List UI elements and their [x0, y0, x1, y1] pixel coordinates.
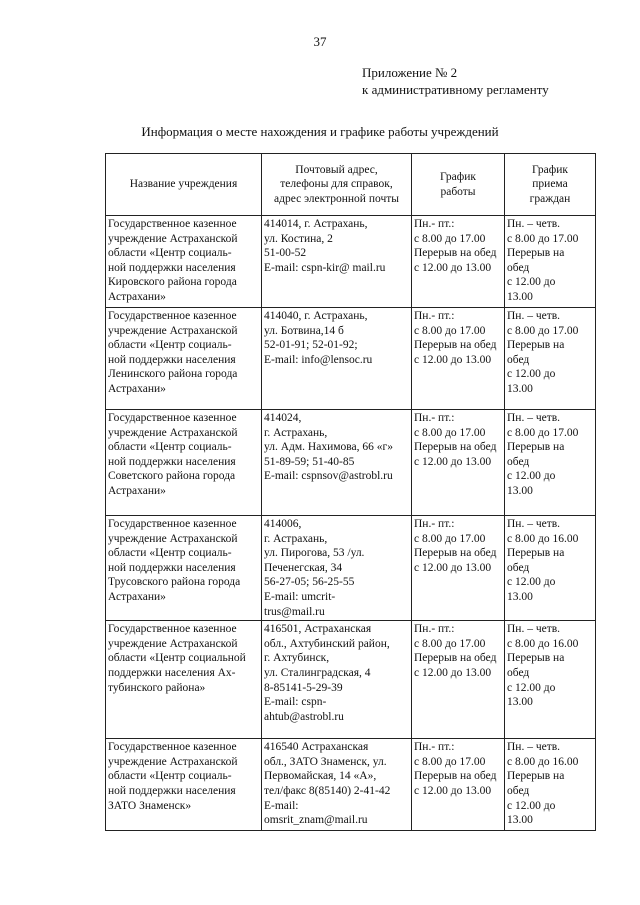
cell-line: 13.00 — [507, 590, 533, 603]
cell-line: Перерыв на обед — [414, 652, 497, 665]
cell-line: E-mail: umcrit- — [264, 590, 336, 603]
cell-line: Государственное казенное — [108, 623, 237, 636]
cell-line: Перерыв на обед — [414, 547, 497, 560]
cell-line: Перерыв на обед — [414, 441, 497, 454]
cell-line: 8-85141-5-29-39 — [264, 681, 343, 694]
cell-line: E-mail: info@lensoc.ru — [264, 353, 373, 366]
cell-line: с 12.00 до — [507, 470, 556, 483]
cell-line: области «Центр социаль- — [108, 441, 232, 454]
reception-schedule-cell — [505, 216, 596, 308]
cell-line: Астрахани» — [108, 590, 166, 603]
address-cell — [262, 621, 412, 739]
cell-line: 416540 Астраханская — [264, 741, 369, 754]
cell-line: учреждение Астраханской — [108, 324, 238, 337]
cell-line: с 12.00 до 13.00 — [414, 561, 492, 574]
cell-line: с 8.00 до 17.00 — [414, 426, 486, 439]
header-line: Почтовый адрес, — [295, 163, 378, 176]
cell-line: Государственное казенное — [108, 518, 237, 530]
cell-line: обл., Ахтубинский район, — [264, 637, 390, 650]
cell-line: 414014, г. Астрахань, — [264, 218, 368, 230]
cell-line: ahtub@astrobl.ru — [264, 710, 344, 723]
address-cell — [262, 308, 412, 410]
cell-line: обл., ЗАТО Знаменск, ул. — [264, 755, 387, 768]
cell-line: E-mail: cspn-kir@ mail.ru — [264, 261, 386, 274]
header-line: приема — [532, 178, 568, 191]
cell-line: обед — [507, 353, 530, 366]
cell-line: Перерыв на обед — [414, 770, 497, 783]
table-row — [106, 308, 596, 410]
cell-line: ной поддержки населения — [108, 353, 236, 366]
cell-line: с 12.00 до — [507, 799, 556, 812]
cell-line: с 8.00 до 17.00 — [414, 532, 486, 545]
cell-line: 56-27-05; 56-25-55 — [264, 576, 355, 589]
table-row — [106, 410, 596, 516]
work-schedule-cell — [412, 410, 505, 516]
name-cell — [106, 308, 262, 410]
cell-line: области «Центр социаль- — [108, 247, 232, 260]
cell-line: Перерыв на — [507, 441, 565, 454]
cell-line: обед — [507, 455, 530, 468]
cell-line: Перерыв на — [507, 547, 565, 560]
cell-line: учреждение Астраханской — [108, 426, 238, 439]
cell-line: Перерыв на — [507, 339, 565, 352]
cell-line: Астрахани» — [108, 484, 166, 497]
cell-line: Пн. – четв. — [507, 741, 561, 754]
cell-line: ЗАТО Знаменск» — [108, 799, 192, 812]
cell-line: с 12.00 до 13.00 — [414, 666, 492, 679]
cell-line: с 12.00 до 13.00 — [414, 784, 492, 797]
table-row — [106, 739, 596, 831]
cell-line: Пн.- пт.: — [414, 218, 455, 230]
cell-line: с 8.00 до 17.00 — [507, 426, 579, 439]
header-name — [106, 154, 262, 216]
cell-line: с 8.00 до 17.00 — [507, 232, 579, 245]
cell-line: Перерыв на — [507, 770, 565, 783]
header-line: адрес электронной почты — [274, 192, 399, 205]
cell-line: с 12.00 до — [507, 576, 556, 589]
cell-line: Астрахани» — [108, 382, 166, 395]
address-cell — [262, 739, 412, 831]
cell-line: Кировского района города — [108, 276, 237, 289]
cell-line: 414040, г. Астрахань, — [264, 310, 368, 322]
work-schedule-cell — [412, 739, 505, 831]
cell-line: Трусовского района города — [108, 576, 241, 589]
cell-line: тубинского района» — [108, 681, 206, 694]
cell-line: E-mail: cspnsov@astrobl.ru — [264, 470, 393, 483]
cell-line: Перерыв на обед — [414, 247, 497, 260]
header-line: График — [440, 170, 476, 183]
address-cell — [262, 410, 412, 516]
appendix-heading — [362, 64, 549, 98]
cell-line: trus@mail.ru — [264, 605, 325, 618]
cell-line: ной поддержки населения — [108, 561, 236, 574]
header-reception-schedule — [505, 154, 596, 216]
cell-line: Печенегская, 34 — [264, 561, 343, 574]
cell-line: E-mail: cspn- — [264, 696, 327, 709]
reception-schedule-cell — [505, 410, 596, 516]
cell-line: Государственное казенное — [108, 412, 237, 424]
cell-line: поддержки населения Ах- — [108, 666, 236, 679]
table-row — [106, 216, 596, 308]
cell-line: учреждение Астраханской — [108, 755, 238, 768]
table-row — [106, 621, 596, 739]
cell-line: с 8.00 до 17.00 — [414, 755, 486, 768]
cell-line: учреждение Астраханской — [108, 637, 238, 650]
work-schedule-cell — [412, 516, 505, 621]
header-line: телефоны для справок, — [280, 178, 393, 191]
cell-line: 416501, Астраханская — [264, 623, 372, 636]
cell-line: Пн.- пт.: — [414, 518, 455, 530]
cell-line: Пн.- пт.: — [414, 741, 455, 754]
cell-line: с 8.00 до 16.00 — [507, 755, 579, 768]
cell-line: с 12.00 до — [507, 276, 556, 289]
reception-schedule-cell — [505, 739, 596, 831]
cell-line: Пн. – четв. — [507, 218, 561, 230]
cell-line: Государственное казенное — [108, 310, 237, 322]
cell-line: с 12.00 до 13.00 — [414, 261, 492, 274]
cell-line: г. Астрахань, — [264, 426, 328, 439]
cell-line: обед — [507, 561, 530, 574]
cell-line: с 12.00 до 13.00 — [414, 455, 492, 468]
header-line: граждан — [529, 192, 571, 205]
cell-line: области «Центр социальной — [108, 652, 246, 665]
name-cell — [106, 216, 262, 308]
cell-line: Перерыв на обед — [414, 339, 497, 352]
cell-line: 13.00 — [507, 484, 533, 497]
cell-line: Перерыв на — [507, 247, 565, 260]
cell-line: Первомайская, 14 «А», — [264, 770, 377, 783]
cell-line: Перерыв на — [507, 652, 565, 665]
header-line: Название учреждения — [129, 178, 238, 191]
table-header-row — [106, 154, 596, 216]
cell-line: Советского района города — [108, 470, 236, 483]
appendix-line-2: к административному регламенту — [362, 82, 549, 97]
cell-line: 51-00-52 — [264, 247, 307, 260]
cell-line: с 12.00 до 13.00 — [414, 353, 492, 366]
cell-line: ул. Адм. Нахимова, 66 «г» — [264, 441, 393, 454]
cell-line: Пн. – четв. — [507, 412, 561, 424]
cell-line: 414006, — [264, 518, 302, 530]
cell-line: Ленинского района города — [108, 368, 238, 381]
cell-line: г. Ахтубинск, — [264, 652, 330, 665]
reception-schedule-cell — [505, 308, 596, 410]
header-work-schedule — [412, 154, 505, 216]
cell-line: учреждение Астраханской — [108, 532, 238, 545]
cell-line: Государственное казенное — [108, 218, 237, 230]
cell-line: Пн. – четв. — [507, 623, 561, 636]
cell-line: E-mail: — [264, 799, 299, 812]
reception-schedule-cell — [505, 516, 596, 621]
cell-line: обед — [507, 666, 530, 679]
address-cell — [262, 516, 412, 621]
name-cell — [106, 516, 262, 621]
cell-line: 13.00 — [507, 814, 533, 827]
cell-line: с 12.00 до — [507, 681, 556, 694]
name-cell — [106, 739, 262, 831]
cell-line: 414024, — [264, 412, 302, 424]
cell-line: области «Центр социаль- — [108, 547, 232, 560]
cell-line: ул. Сталинградская, 4 — [264, 666, 371, 679]
address-cell — [262, 216, 412, 308]
cell-line: omsrit_znam@mail.ru — [264, 814, 368, 827]
cell-line: Пн.- пт.: — [414, 412, 455, 424]
cell-line: 13.00 — [507, 290, 533, 303]
cell-line: ул. Ботвина,14 б — [264, 324, 344, 337]
cell-line: ной поддержки населения — [108, 455, 236, 468]
cell-line: Государственное казенное — [108, 741, 237, 754]
cell-line: ул. Костина, 2 — [264, 232, 333, 245]
work-schedule-cell — [412, 216, 505, 308]
cell-line: с 12.00 до — [507, 368, 556, 381]
cell-line: с 8.00 до 17.00 — [414, 637, 486, 650]
header-line: работы — [440, 185, 476, 198]
cell-line: 52-01-91; 52-01-92; — [264, 339, 358, 352]
cell-line: Пн.- пт.: — [414, 310, 455, 322]
table-row — [106, 516, 596, 621]
cell-line: с 8.00 до 16.00 — [507, 532, 579, 545]
cell-line: г. Астрахань, — [264, 532, 328, 545]
cell-line: 13.00 — [507, 382, 533, 395]
cell-line: обед — [507, 261, 530, 274]
header-line: График — [532, 163, 568, 176]
appendix-line-1: Приложение № 2 — [362, 65, 458, 80]
reception-schedule-cell — [505, 621, 596, 739]
cell-line: Пн. – четв. — [507, 518, 561, 530]
cell-line: 13.00 — [507, 696, 533, 709]
cell-line: 51-89-59; 51-40-85 — [264, 455, 355, 468]
cell-line: учреждение Астраханской — [108, 232, 238, 245]
header-address — [262, 154, 412, 216]
cell-line: с 8.00 до 16.00 — [507, 637, 579, 650]
page-number: 37 — [313, 34, 327, 49]
cell-line: ной поддержки населения — [108, 784, 236, 797]
cell-line: Астрахани» — [108, 290, 166, 303]
cell-line: области «Центр социаль- — [108, 770, 232, 783]
cell-line: с 8.00 до 17.00 — [414, 232, 486, 245]
cell-line: с 8.00 до 17.00 — [507, 324, 579, 337]
name-cell — [106, 410, 262, 516]
work-schedule-cell — [412, 621, 505, 739]
cell-line: ной поддержки населения — [108, 261, 236, 274]
cell-line: ул. Пирогова, 53 /ул. — [264, 547, 365, 560]
cell-line: тел/факс 8(85140) 2-41-42 — [264, 784, 391, 797]
cell-line: области «Центр социаль- — [108, 339, 232, 352]
cell-line: Пн. – четв. — [507, 310, 561, 322]
cell-line: с 8.00 до 17.00 — [414, 324, 486, 337]
cell-line: Пн.- пт.: — [414, 623, 455, 636]
document-title: Информация о месте нахождения и графике работы учреждений — [141, 124, 499, 139]
name-cell — [106, 621, 262, 739]
work-schedule-cell — [412, 308, 505, 410]
institutions-table — [105, 153, 596, 831]
cell-line: обед — [507, 784, 530, 797]
